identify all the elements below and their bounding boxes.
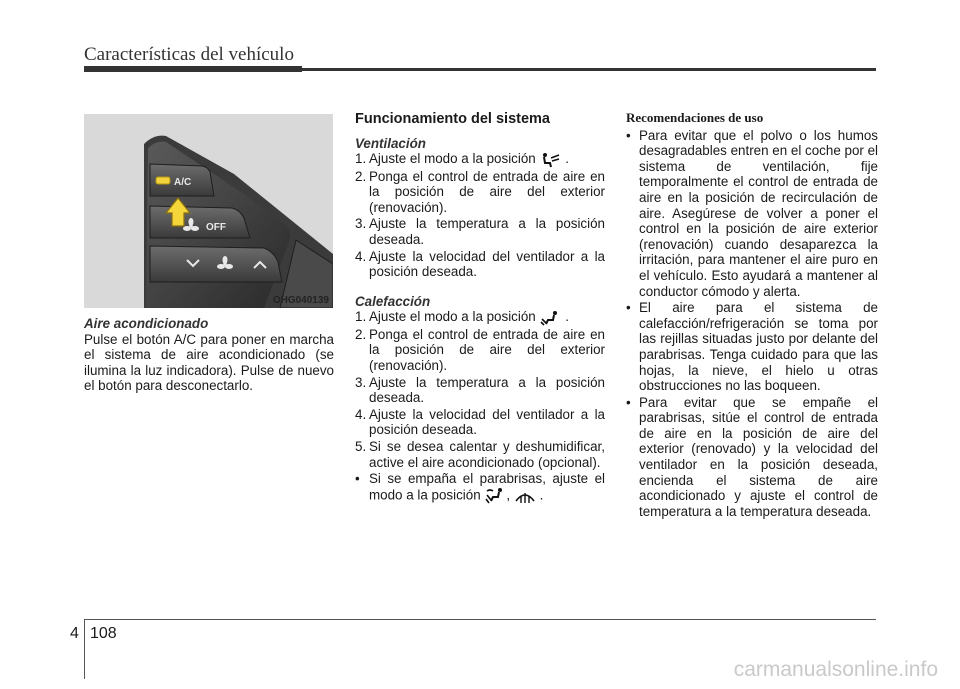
ac-indicator-light [156,177,170,184]
ac-subtitle: Aire acondicionado [84,316,209,331]
footer-rule [84,619,876,620]
list-item: • Para evitar que el polvo o los humos desagradables entren en el coche por el sistema de ventilación, fije temporalmente el control de entrada de aire en la posición de recirculación de aire. Asegúrese de volver a poner el control en la posición de aire exterior (renovación) cuando desaparezca la irritación, para mantener el aire puro en el vehículo. Esto ayudará a mantener al conductor cómodo y alerta. [626,127,878,299]
off-button-label: OFF [206,222,226,233]
list-item: • Para evitar que se empañe el parabrisas, sitúe el control de entrada de aire en la posición de aire del exterior (renovado) y la velocidad del ventilador en la posición deseada, encienda el sistema de aire acondicionado y ajuste el control de temperatura a la temperatura deseada. [626,394,878,519]
operation-title: Funcionamiento del sistema [355,111,550,127]
fan-off-button-shape [150,206,250,238]
ac-panel-illustration [84,114,333,308]
list-item: 2. Ponga el control de entrada de aire en la posición de aire del exterior (renovación). [355,326,605,374]
page-number: 108 [90,625,117,642]
heating-subtitle: Calefacción [355,293,431,309]
ventilation-steps [355,151,605,280]
defrost-mode-icon [514,487,536,505]
column-recommendations [626,110,878,520]
recommendations-list [626,128,878,520]
floor-mode-icon [539,310,561,326]
list-item: 2. Ponga el control de entrada de aire en la posición de aire del exterior (renovación). [355,168,605,215]
list-item: • Si se empaña el parabrisas, ajuste el modo a la posición , . [355,471,605,505]
list-item: 4. Ajuste la velocidad del ventilador a la posición deseada. [355,406,605,438]
ac-control-figure [84,114,333,308]
ac-button-label: A/C [174,177,192,188]
ventilation-subtitle: Ventilación [355,135,426,151]
footer-divider [84,619,85,679]
vent-mode-icon [539,152,561,168]
list-item: 3. Ajuste la temperatura a la posición deseada. [355,374,605,406]
figure-code: OHG040139 [272,295,329,306]
page-header-title: Características del vehículo [84,44,294,65]
ac-description: Pulse el botón A/C para poner en marcha el sistema de aire acondicionado (se ilumina la luz indicadora). Pulse de nuevo el botón para desconectarlo. [84,331,334,394]
list-item: 5. Si se desea calentar y deshumidificar, active el aire acondicionado (opcional). [355,439,605,470]
recommendations-title: Recomendaciones de uso [626,110,764,125]
column-ac [84,316,334,394]
list-item: 1. Ajuste el modo a la posición . [355,151,569,167]
floor-defrost-mode-icon [484,487,506,505]
column-operation [355,110,605,506]
watermark: carmanualsonline.info [733,658,938,681]
list-item: 1. Ajuste el modo a la posición . [355,309,569,325]
chapter-number: 4 [70,625,79,642]
list-item: • El aire para el sistema de calefacción/refrigeración se toma por las rejillas situadas justo por delante del parabrisas. Tenga cuidado para que las hojas, la nieve, el hielo u otras obstrucciones no las boqueen. [626,300,878,394]
list-item: 4. Ajuste la velocidad del ventilador a la posición deseada. [355,248,605,280]
heating-steps [355,309,605,504]
header-rule-accent [84,66,302,72]
list-item: 3. Ajuste la temperatura a la posición deseada. [355,216,605,248]
